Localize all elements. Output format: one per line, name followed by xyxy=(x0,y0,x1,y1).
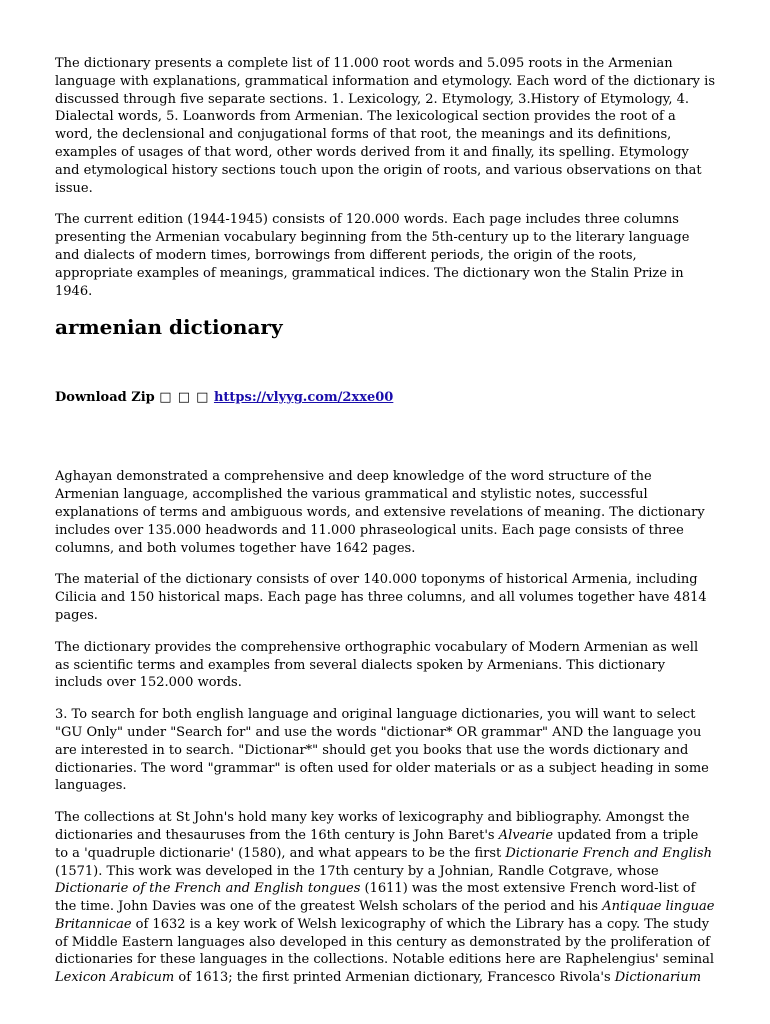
body-paragraph-toponyms: The material of the dictionary consists of over 140.000 toponyms of historical Armenia, including Cilicia and 150 historical maps. Each page has three columns, and all volumes together have 4814 pages. xyxy=(55,572,707,623)
body-paragraph-orthographic: The dictionary provides the comprehensive orthographic vocabulary of Modern Armenian as well as scientific terms and examples from several dialects spoken by Armenians. This dictionary includs over 152.000 words. xyxy=(55,639,699,691)
body-paragraph-aghayan: Aghayan demonstrated a comprehensive and deep knowledge of the word structure of the Armenian language, accomplished the various grammatical and stylistic notes, successful explanations of terms and ambiguous words, and extensive revelations of meaning. The dictionary includes over 135.000 headwords and 11.000 phraseological units. Each page consists of three columns, and both volumes together have 1642 pages. xyxy=(55,469,705,556)
title-french-english-tongues: Dictionarie of the French and English tongues xyxy=(55,881,361,897)
collections-text-6: of 1613; the first printed Armenian dictionary, Francesco Rivola's xyxy=(174,970,615,986)
download-link[interactable]: https://vlyyg.com/2xxe00 xyxy=(213,390,394,406)
collections-text-2: updated from a triple to a 'quadruple dictionarie' (1580), and what appears to be the first xyxy=(55,827,699,861)
collections-text-3: (1571). This work was developed in the 17th century by a Johnian, Randle Cotgrave, whose xyxy=(55,863,659,879)
intro-paragraph-1: The dictionary presents a complete list of 11.000 root words and 5.095 roots in the Armenian language with explanations, grammatical information and etymology. Each word of the dictionary is discussed through five separate sections. 1. Lexicology, 2. Etymology, 3.History of Etymology, 4. Dialectal words, 5. Loanwords from Armenian. The lexicological section provides the root of a word, the declensional and conjugational forms of that root, the meanings and its definitions, examples of usages of that word, other words derived from it and finally, its spelling. Etymology and etymological history sections touch upon the origin of roots, and various observations on that issue. xyxy=(55,56,715,196)
collections-text-1: The collections at St John's hold many key works of lexicography and bibliography. Amongst the dictionaries and thesauruses from the 16th century is John Baret's xyxy=(55,810,690,843)
document-content xyxy=(55,55,715,1001)
intro-paragraph-2: The current edition (1944-1945) consists of 120.000 words. Each page includes three columns presenting the Armenian vocabulary beginning from the 5th-century up to the literary language and dialects of modern times, borrowings from different periods, the origin of the roots, appropriate examples of meanings, grammatical indices. The dictionary won the Stalin Prize in 1946. xyxy=(55,212,690,299)
title-dictionarie-french-english: Dictionarie French and English xyxy=(505,845,712,861)
body-paragraph-collections xyxy=(55,809,715,987)
page-heading: armenian dictionary xyxy=(55,315,283,340)
collections-text-5: of 1632 is a key work of Welsh lexicography of which the Library has a copy. The study of Middle Eastern languages also developed in this century as demonstrated by the proliferation of dictionaries for these languages in the collections. Notable editions here are Raphelengius' seminal xyxy=(55,916,715,968)
download-label: Download Zip xyxy=(55,390,155,406)
title-lexicon-arabicum: Lexicon Arabicum xyxy=(55,970,175,986)
arrow-glyphs-icon: □ □ □ xyxy=(159,390,210,406)
download-line xyxy=(55,389,715,406)
spacer xyxy=(55,406,715,468)
title-dictionarium: Dictionarium xyxy=(614,970,702,986)
body-paragraph-search: 3. To search for both english language and original language dictionaries, you will want to select "GU Only" under "Search for" and use the words "dictionar* OR grammar" AND the language you are interested in to search. "Dictionar*" should get you books that use the words dictionary and dictionaries. The word "grammar" is often used for older materials or as a subject heading in some languages. xyxy=(55,707,709,794)
title-alvearie: Alvearie xyxy=(498,827,554,843)
collections-text-4: (1611) was the most extensive French word-list of the time. John Davies was one of the greatest Welsh scholars of the period and his xyxy=(55,881,696,915)
title-antiquae-linguae: Antiquae linguae Britannicae xyxy=(55,899,715,932)
